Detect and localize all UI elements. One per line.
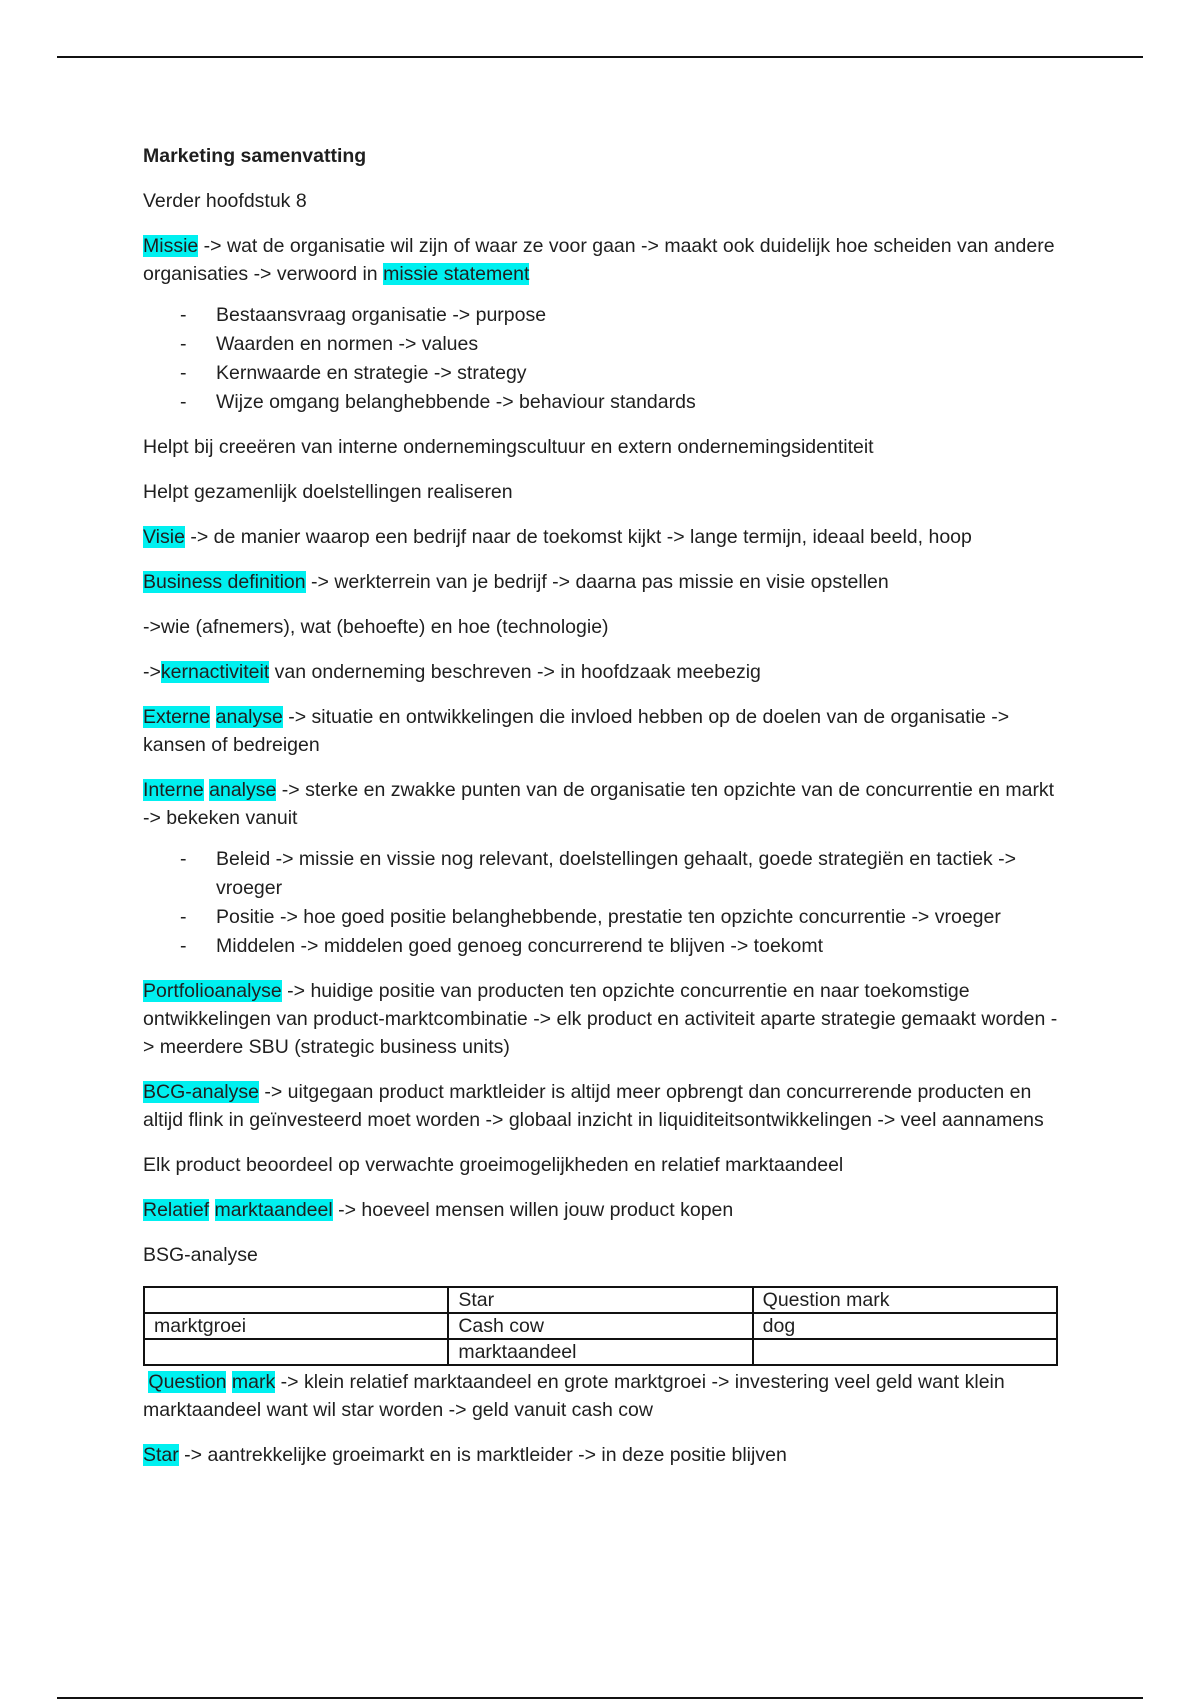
bcg-matrix-table bbox=[143, 1286, 1058, 1366]
highlight-term: kernactiviteit bbox=[160, 661, 270, 683]
document-body bbox=[143, 142, 1063, 1486]
highlight-term: Portfolioanalyse bbox=[143, 980, 282, 1002]
relatief-paragraph: Relatief marktaandeel -> hoeveel mensen willen jouw product kopen bbox=[143, 1199, 734, 1221]
highlight-term: Missie bbox=[143, 235, 199, 257]
table-cell: Question mark bbox=[753, 1287, 1057, 1313]
table-row bbox=[144, 1287, 1057, 1313]
table-cell: Star bbox=[448, 1287, 752, 1313]
visie-paragraph: Visie -> de manier waarop een bedrijf naar de toekomst kijkt -> lange termijn, ideaal beeld, hoop bbox=[143, 526, 972, 548]
missie-list bbox=[143, 301, 1063, 417]
business-paragraph: Business definition -> werkterrein van je bedrijf -> daarna pas missie en visie opstellen bbox=[143, 571, 889, 593]
star-paragraph: Star -> aantrekkelijke groeimarkt en is marktleider -> in deze positie blijven bbox=[143, 1444, 787, 1466]
subtitle: Verder hoofdstuk 8 bbox=[143, 190, 307, 212]
paragraph: Helpt gezamenlijk doelstellingen realiseren bbox=[143, 481, 513, 503]
list-item: - Beleid -> missie en vissie nog relevant, doelstellingen gehaalt, goede strategiën en tactiek -> vroeger bbox=[216, 845, 1063, 903]
table-cell: Cash cow bbox=[448, 1313, 752, 1339]
table-cell: marktgroei bbox=[144, 1313, 448, 1339]
list-item: - Kernwaarde en strategie -> strategy bbox=[216, 359, 1063, 388]
paragraph: ->wie (afnemers), wat (behoefte) en hoe (technologie) bbox=[143, 616, 609, 638]
list-item: - Positie -> hoe goed positie belanghebbende, prestatie ten opzichte concurrentie -> vroeger bbox=[216, 903, 1063, 932]
highlight-term: Relatief bbox=[143, 1199, 210, 1221]
bsg-label: BSG-analyse bbox=[143, 1244, 258, 1266]
highlight-term: analyse bbox=[215, 706, 283, 728]
highlight-term: marktaandeel bbox=[214, 1199, 333, 1221]
list-item: - Middelen -> middelen goed genoeg concurrerend te blijven -> toekomt bbox=[216, 932, 1063, 961]
table-cell bbox=[753, 1339, 1057, 1365]
highlight-term: missie statement bbox=[383, 263, 530, 285]
bcg-paragraph: BCG-analyse -> uitgegaan product marktleider is altijd meer opbrengt dan concurrerende producten en altijd flink in geïnvesteerd moet worden -> globaal inzicht in liquiditeitsontwikkelingen -> veel aannamens bbox=[143, 1081, 1044, 1131]
table-cell bbox=[144, 1287, 448, 1313]
document-title: Marketing samenvatting bbox=[143, 145, 367, 167]
list-item: - Waarden en normen -> values bbox=[216, 330, 1063, 359]
portfolio-paragraph: Portfolioanalyse -> huidige positie van producten ten opzichte concurrentie en naar toekomstige ontwikkelingen van product-marktcombinatie -> elk product en activiteit aparte strategie gemaakt worden -> meerdere SBU (strategic business units) bbox=[143, 980, 1058, 1058]
paragraph: Helpt bij creeëren van interne ondernemingscultuur en extern ondernemingsidentiteit bbox=[143, 436, 874, 458]
table-cell bbox=[144, 1339, 448, 1365]
kern-paragraph: ->kernactiviteit van onderneming beschreven -> in hoofdzaak meebezig bbox=[143, 661, 761, 683]
highlight-term: Question bbox=[148, 1371, 227, 1393]
table-row bbox=[144, 1339, 1057, 1365]
missie-paragraph: Missie -> wat de organisatie wil zijn of waar ze voor gaan -> maakt ook duidelijk hoe scheiden van andere organisaties -> verwoord in missie statement bbox=[143, 235, 1055, 285]
table-cell: marktaandeel bbox=[448, 1339, 752, 1365]
list-item: - Wijze omgang belanghebbende -> behaviour standards bbox=[216, 388, 1063, 417]
table-row bbox=[144, 1313, 1057, 1339]
paragraph: Elk product beoordeel op verwachte groeimogelijkheden en relatief marktaandeel bbox=[143, 1154, 844, 1176]
extern-paragraph: Externe analyse -> situatie en ontwikkelingen die invloed hebben op de doelen van de organisatie -> kansen of bedreigen bbox=[143, 706, 1010, 756]
list-item: - Bestaansvraag organisatie -> purpose bbox=[216, 301, 1063, 330]
highlight-term: analyse bbox=[209, 779, 277, 801]
intern-paragraph: Interne analyse -> sterke en zwakke punten van de organisatie ten opzichte van de concurrentie en markt -> bekeken vanuit bbox=[143, 779, 1055, 829]
question-mark-paragraph: Question mark -> klein relatief marktaandeel en grote marktgroei -> investering veel geld want klein marktaandeel want wil star worden -> geld vanuit cash cow bbox=[143, 1371, 1005, 1421]
footer-rule bbox=[57, 1697, 1143, 1699]
table-cell: dog bbox=[753, 1313, 1057, 1339]
intern-list bbox=[143, 845, 1063, 961]
header-rule bbox=[57, 56, 1143, 58]
highlight-term: Externe bbox=[143, 706, 211, 728]
highlight-term: mark bbox=[231, 1371, 276, 1393]
highlight-term: Visie bbox=[143, 526, 185, 548]
highlight-term: Interne bbox=[143, 779, 204, 801]
highlight-term: BCG-analyse bbox=[143, 1081, 259, 1103]
highlight-term: Star bbox=[143, 1444, 179, 1466]
highlight-term: Business definition bbox=[143, 571, 306, 593]
